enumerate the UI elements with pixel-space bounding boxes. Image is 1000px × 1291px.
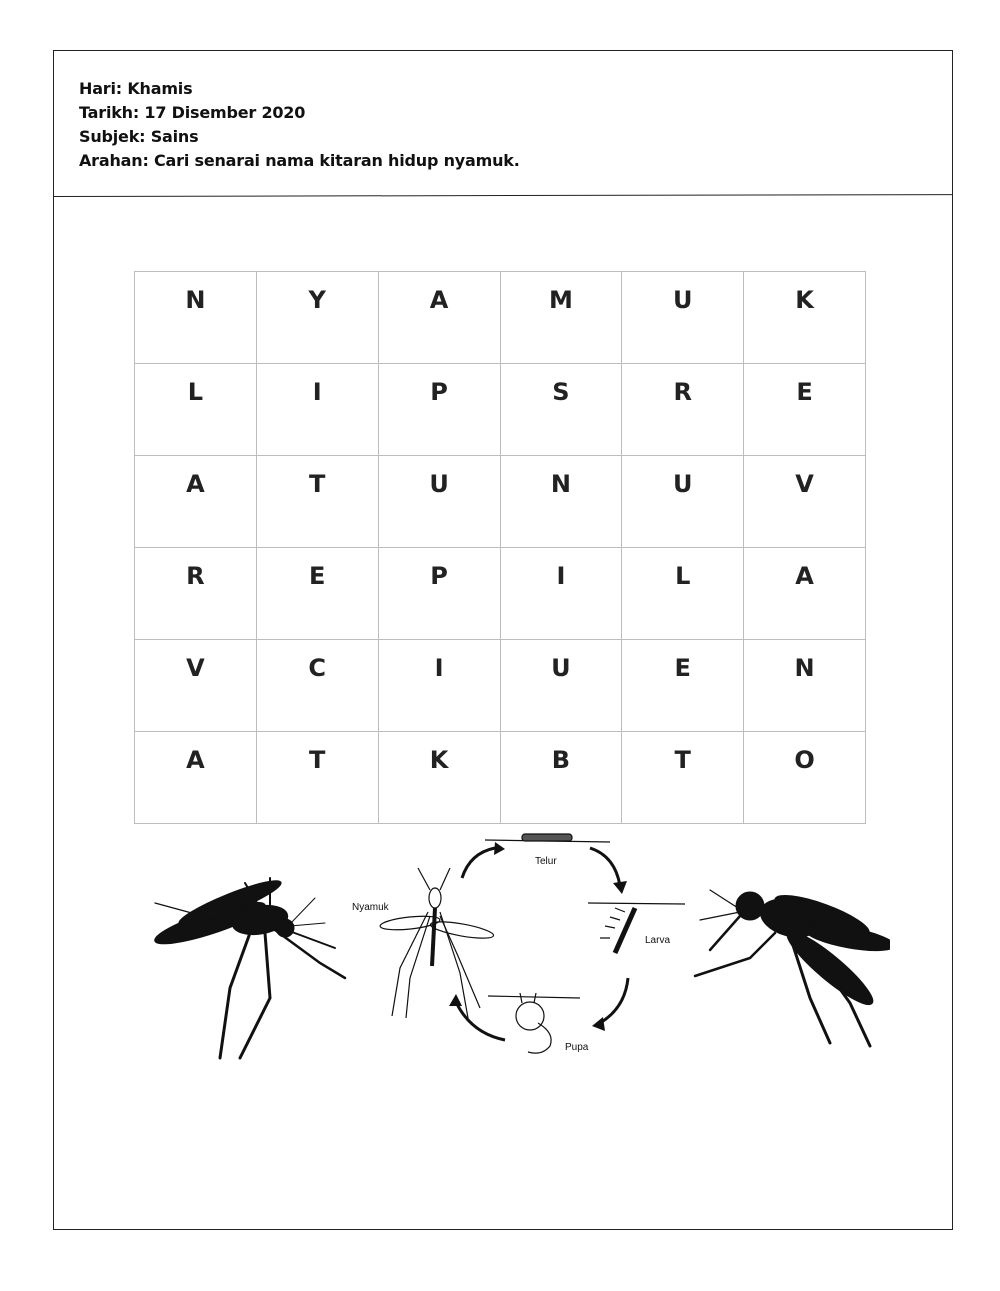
mosquito-silhouette-icon	[151, 874, 345, 1058]
grid-cell[interactable]: Y	[257, 272, 379, 364]
grid-cell[interactable]: I	[257, 364, 379, 456]
instruction-line: Arahan: Cari senarai nama kitaran hidup nyamuk.	[79, 151, 520, 170]
grid-cell[interactable]: S	[501, 364, 623, 456]
grid-cell[interactable]: E	[744, 364, 866, 456]
grid-cell[interactable]: T	[257, 456, 379, 548]
grid-cell[interactable]: U	[501, 640, 623, 732]
larva-label: Larva	[645, 935, 671, 946]
mosquito-line-icon	[380, 868, 495, 1018]
grid-cell[interactable]: A	[744, 548, 866, 640]
grid-cell[interactable]: N	[501, 456, 623, 548]
grid-cell[interactable]: T	[257, 732, 379, 824]
lifecycle-diagram	[380, 834, 685, 1053]
grid-cell[interactable]: R	[135, 548, 257, 640]
grid-cell[interactable]: P	[379, 364, 501, 456]
grid-cell[interactable]: O	[744, 732, 866, 824]
grid-cell[interactable]: M	[501, 272, 623, 364]
grid-cell[interactable]: V	[135, 640, 257, 732]
larva-icon	[588, 903, 685, 953]
grid-cell[interactable]: I	[501, 548, 623, 640]
grid-cell[interactable]: A	[379, 272, 501, 364]
worksheet-header	[79, 77, 879, 173]
grid-cell[interactable]: E	[257, 548, 379, 640]
grid-cell[interactable]: N	[744, 640, 866, 732]
cycle-arrow-icon	[455, 848, 628, 1040]
grid-cell[interactable]: E	[622, 640, 744, 732]
date-line: Tarikh: 17 Disember 2020	[79, 103, 306, 122]
egg-raft-icon	[485, 834, 610, 842]
grid-cell[interactable]: T	[622, 732, 744, 824]
grid-cell[interactable]: A	[135, 732, 257, 824]
word-search-grid	[134, 271, 866, 824]
grid-cell[interactable]: B	[501, 732, 623, 824]
grid-cell[interactable]: C	[257, 640, 379, 732]
grid-cell[interactable]: K	[379, 732, 501, 824]
subject-line: Subjek: Sains	[79, 127, 199, 146]
adult-label: Nyamuk	[352, 902, 389, 913]
grid-cell[interactable]: U	[622, 456, 744, 548]
grid-cell[interactable]: U	[379, 456, 501, 548]
mosquito-silhouette-icon	[695, 888, 890, 1046]
mosquito-lifecycle-illustration	[110, 828, 890, 1068]
day-line: Hari: Khamis	[79, 79, 193, 98]
header-divider	[53, 194, 953, 197]
grid-cell[interactable]: P	[379, 548, 501, 640]
grid-cell[interactable]: U	[622, 272, 744, 364]
grid-cell[interactable]: A	[135, 456, 257, 548]
grid-cell[interactable]: K	[744, 272, 866, 364]
grid-cell[interactable]: L	[622, 548, 744, 640]
grid-cell[interactable]: V	[744, 456, 866, 548]
grid-cell[interactable]: R	[622, 364, 744, 456]
pupa-label: Pupa	[565, 1042, 589, 1053]
grid-cell[interactable]: L	[135, 364, 257, 456]
grid-cell[interactable]: I	[379, 640, 501, 732]
egg-label: Telur	[535, 856, 557, 867]
grid-cell[interactable]: N	[135, 272, 257, 364]
